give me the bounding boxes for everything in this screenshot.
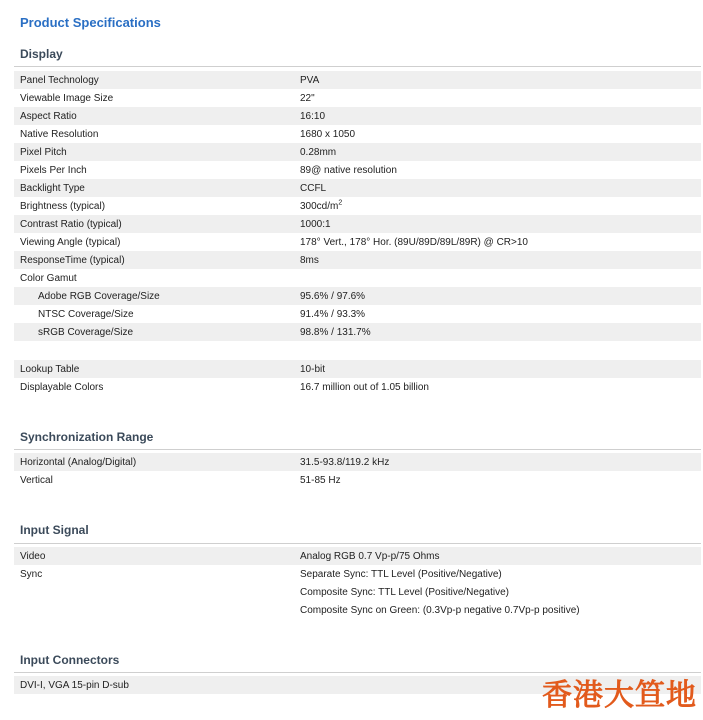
spec-value: 91.4% / 93.3% [300,309,366,320]
spec-label: Pixel Pitch [20,147,67,158]
spec-label: Vertical [20,475,53,486]
spec-value: 51-85 Hz [300,475,341,486]
spec-label: Displayable Colors [20,382,104,393]
spec-row [14,305,701,323]
spec-value: CCFL [300,183,327,194]
spec-value: 8ms [300,255,319,266]
divider [14,449,701,450]
divider [14,66,701,67]
superscript: 2 [338,199,343,207]
spec-value: Separate Sync: TTL Level (Positive/Negative) [300,569,502,580]
spec-row [14,179,701,197]
watermark-logo: 香港大笪地 [542,678,697,713]
section-heading-input-signal: Input Signal [20,523,89,537]
spec-label: Viewable Image Size [20,93,114,104]
spec-value: 31.5-93.8/119.2 kHz [300,457,390,468]
spec-value: 16.7 million out of 1.05 billion [300,382,429,393]
spec-row [14,471,701,489]
spec-label: Color Gamut [20,273,77,284]
spec-value: 1000:1 [300,219,331,230]
spec-value: 16:10 [300,111,326,122]
spec-row [14,565,701,583]
section-heading-input-connectors: Input Connectors [20,653,120,667]
spec-value: 22" [300,93,315,104]
section-heading-sync: Synchronization Range [20,430,154,444]
spec-value: 178° Vert., 178° Hor. (89U/89D/89L/89R) @ CR>10 [300,237,528,248]
spec-row [14,143,701,161]
spec-label: Brightness (typical) [20,201,106,212]
divider [14,543,701,544]
spec-row [14,453,701,471]
spec-value: PVA [300,75,320,86]
spec-value: Composite Sync on Green: (0.3Vp-p negative 0.7Vp-p positive) [300,605,580,616]
spec-row [14,583,701,601]
spec-label: Backlight Type [20,183,85,194]
spec-row [14,251,701,269]
spec-label: ResponseTime (typical) [20,255,125,266]
spec-row [14,125,701,143]
spec-label: sRGB Coverage/Size [38,327,134,338]
spec-value [300,201,342,212]
spec-row [14,601,701,619]
spec-label: Sync [20,569,43,580]
spec-label: Aspect Ratio [20,111,77,122]
spec-row [14,360,701,378]
spec-label: Contrast Ratio (typical) [20,219,122,230]
spec-label: Native Resolution [20,129,99,140]
spec-value: 89@ native resolution [300,165,397,176]
spec-label: DVI-I, VGA 15-pin D-sub [20,680,129,691]
spec-value: 0.28mm [300,147,337,158]
spec-value: Analog RGB 0.7 Vp-p/75 Ohms [300,551,440,562]
spec-label: NTSC Coverage/Size [38,309,134,320]
spec-label: Viewing Angle (typical) [20,237,121,248]
spec-value: Composite Sync: TTL Level (Positive/Negative) [300,587,509,598]
spec-value: 95.6% / 97.6% [300,291,366,302]
spec-row [14,197,701,215]
spec-label: Adobe RGB Coverage/Size [38,291,160,302]
spec-row [14,547,701,565]
spec-label: Pixels Per Inch [20,165,87,176]
spec-label: Lookup Table [20,364,80,375]
spec-row [14,233,701,251]
page-title: Product Specifications [20,15,161,30]
spec-row [14,89,701,107]
spec-row [14,287,701,305]
spec-label: Panel Technology [20,75,99,86]
spec-row [14,161,701,179]
spec-value: 98.8% / 131.7% [300,327,371,338]
spec-value-text: 300cd/m [300,201,339,212]
spec-value: 10-bit [300,364,326,375]
spec-row [14,107,701,125]
spec-row [14,71,701,89]
spec-value: 1680 x 1050 [300,129,356,140]
spec-label: Horizontal (Analog/Digital) [20,457,137,468]
spec-row [14,215,701,233]
spec-row [14,378,701,396]
spec-label: Video [20,551,46,562]
spec-row [14,269,701,287]
spec-row [14,323,701,341]
section-heading-display: Display [20,47,63,61]
